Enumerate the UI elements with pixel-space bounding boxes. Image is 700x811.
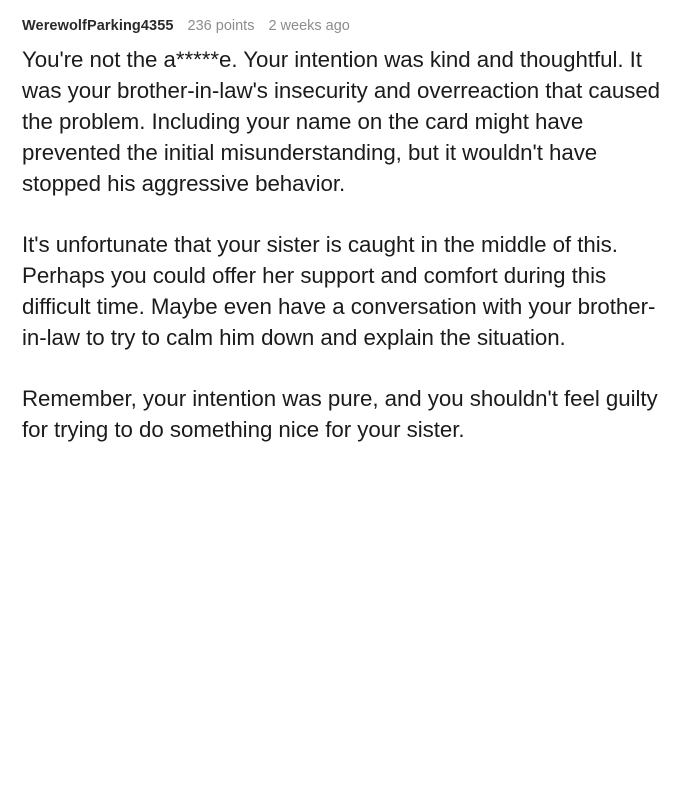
comment-header [22,18,678,34]
comment-paragraph: You're not the a*****e. Your intention was kind and thoughtful. It was your brother-in-law's insecurity and overreaction that caused the problem. Including your name on the card might have prevented the initial misunderstanding, but it wouldn't have stopped his aggressive behavior. [22,47,661,196]
comment-paragraph: It's unfortunate that your sister is caught in the middle of this. Perhaps you could offer her support and comfort during this difficult time. Maybe even have a conversation with your brother-in-law to try to calm him down and explain the situation. [22,232,656,350]
comment-timestamp: 2 weeks ago [268,18,350,34]
comment-body [22,45,678,446]
comment-paragraph: Remember, your intention was pure, and you shouldn't feel guilty for trying to do something nice for your sister. [22,386,658,443]
comment-points: 236 points [187,18,255,34]
comment-author[interactable]: WerewolfParking4355 [22,18,174,34]
